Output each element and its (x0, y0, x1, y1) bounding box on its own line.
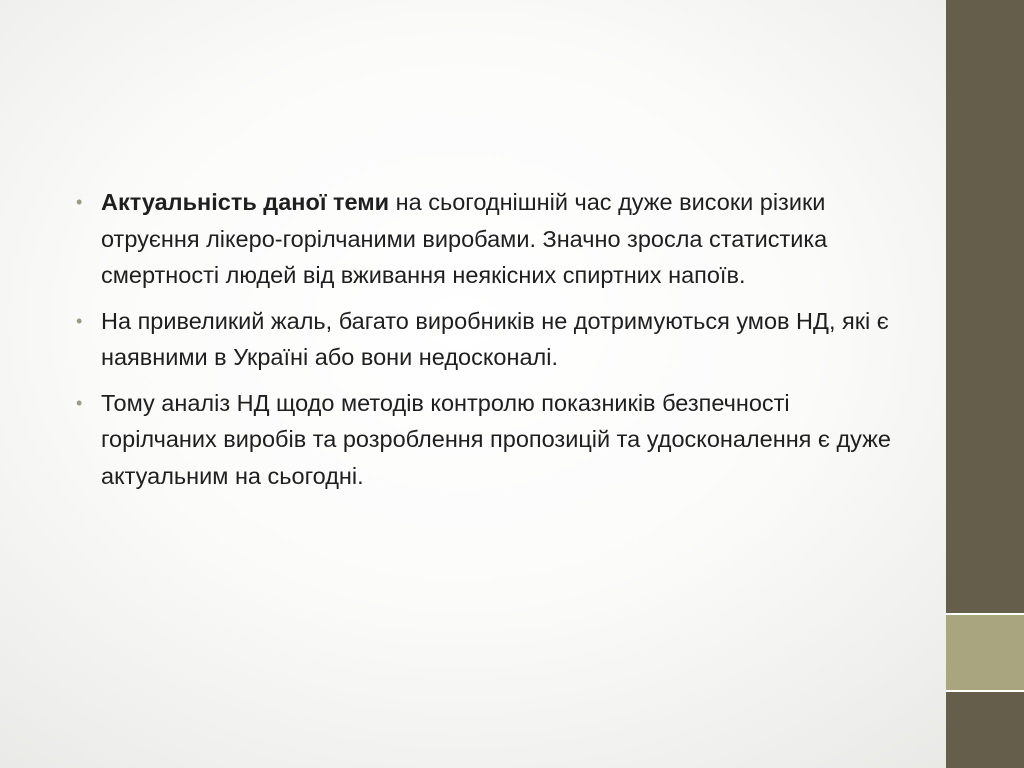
bullet-text: Тому аналіз НД щодо методів контролю показників безпечності горілчаних виробів та розроблення пропозицій та удосконалення є дуже актуальним на сьогодні. (101, 389, 891, 489)
bullet-list (74, 184, 904, 494)
bullet-item (74, 385, 904, 495)
bullet-text: на сьогоднішній час дуже високи різики отруєння лікеро-горілчаними виробами. Значно зросла статистика смертності людей від вживання неякісних спиртних напоїв. (101, 189, 828, 288)
slide-content (74, 184, 904, 503)
bullet-icon: • (76, 392, 83, 413)
bullet-item (74, 303, 904, 376)
bullet-text: На привеликий жаль, багато виробників не дотримуються умов НД, які є наявними в Україні або вони недосконалі. (101, 307, 889, 370)
bullet-item (74, 184, 904, 294)
sidebar-accent-block (946, 615, 1024, 690)
bullet-icon: • (76, 310, 83, 331)
sidebar-divider (946, 690, 1024, 692)
bullet-bold-lead: Актуальність даної теми (101, 189, 390, 215)
bullet-icon: • (76, 192, 83, 212)
